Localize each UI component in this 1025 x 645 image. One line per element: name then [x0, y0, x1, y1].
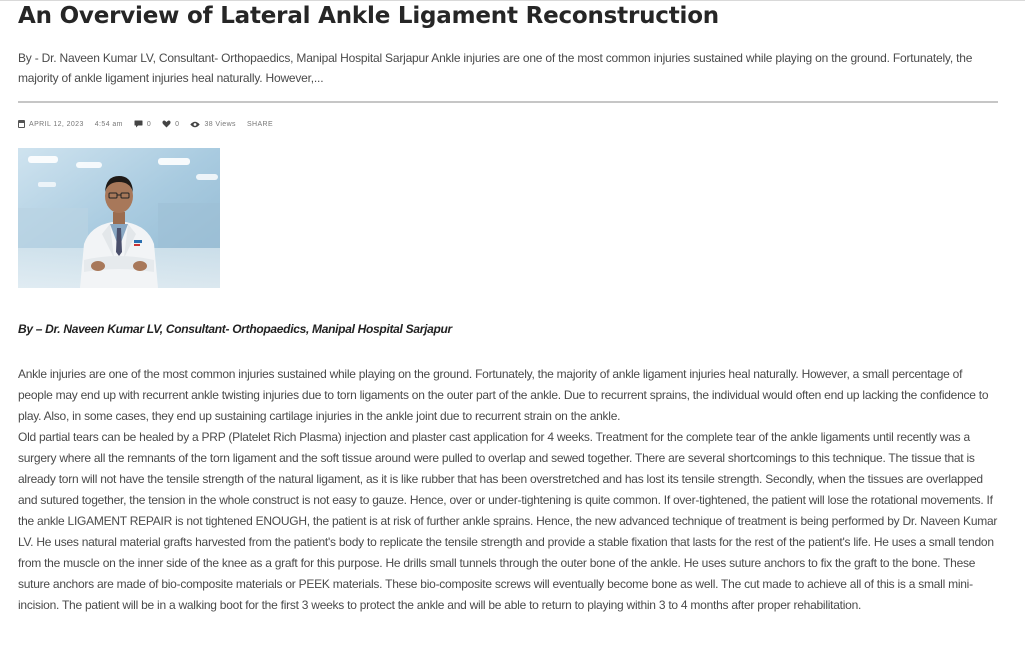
- body-paragraph: Old partial tears can be healed by a PRP (Platelet Rich Plasma) injection and plaster cast application for 4 weeks. Treatment for the complete tear of the ankle ligaments until recently was a surgery where all the remnants of the torn ligament and the soft tissue around were pulled to overlap and sewed together. There are several shortcomings to this technique. The tissue that is already torn will not have the tensile strength of the natural ligament, as it is like rubber that has been overstretched and has lost its tensile strength. Secondly, when the tissues are overlapped and sutured together, the tension in the whole construct is not easy to gauze. Hence, over or under-tightening is quite common. If over-tightened, the patient will lose the rotational movements. If the ankle LIGAMENT REPAIR is not tightened ENOUGH, the patient is at risk of further ankle sprains. Hence, the new advanced technique of treatment is being performed by Dr. Naveen Kumar LV. He uses natural material grafts harvested from the patient's body to replicate the tensile strength and provide a stable fixation that lasts for the rest of the patient's life. He uses a small tendon from the muscle on the inner side of the knee as a graft for this purpose. He drills small tunnels through the outer bone of the ankle. He uses suture anchors to fix the graft to the bone. These suture anchors are made of bio-composite materials or PEEK materials. These bio-composite screws will eventually become bone as well. The cut made to achieve all of this is a small mini-incision. The patient will be in a walking boot for the first 3 weeks to protect the ankle and will be able to return to playing within 3 to 4 months after proper rehabilitation.: [18, 430, 998, 612]
- comment-count: 0: [146, 120, 152, 128]
- meta-likes[interactable]: [162, 120, 179, 128]
- article-body: [18, 364, 998, 616]
- meta-date: [18, 120, 84, 128]
- eye-icon: [190, 121, 200, 128]
- article-excerpt: By - Dr. Naveen Kumar LV, Consultant- Orthopaedics, Manipal Hospital Sarjapur Ankle injuries are one of the most common injuries sustained while playing on the ground. Fortunately, the majority of ankle ligament injuries heal naturally. However,...: [18, 51, 973, 85]
- comment-bubble-icon: [134, 120, 143, 128]
- body-paragraph: Ankle injuries are one of the most common injuries sustained while playing on the ground. Fortunately, the majority of ankle ligament injuries heal naturally. However, a small percentage of people may end up with recurrent ankle twisting injuries due to torn ligaments on the outer part of the ankle. Due to recurrent sprains, the individual would often end up lacking the confidence to play. Also, in some cases, they end up sustaining cartilage injuries in the ankle joint due to recurrent strain on the ankle.: [18, 367, 989, 423]
- article-title[interactable]: An Overview of Lateral Ankle Ligament Reconstruction: [18, 3, 719, 29]
- time-text: 4:54 am: [94, 120, 123, 128]
- calendar-icon: [18, 120, 25, 128]
- share-link[interactable]: SHARE: [246, 120, 274, 128]
- meta-comments[interactable]: [134, 120, 151, 128]
- article-byline: By – Dr. Naveen Kumar LV, Consultant- Orthopaedics, Manipal Hospital Sarjapur: [18, 322, 452, 336]
- like-count: 0: [175, 120, 180, 128]
- top-border: [0, 0, 1025, 1]
- view-count: 38 Views: [204, 120, 236, 128]
- meta-views: [190, 121, 235, 128]
- meta-time: [95, 121, 123, 128]
- article-meta: [18, 117, 284, 131]
- heart-icon: [162, 120, 171, 128]
- date-text: APRIL 12, 2023: [29, 120, 84, 128]
- divider: [18, 101, 998, 103]
- doctor-photo: [18, 148, 220, 288]
